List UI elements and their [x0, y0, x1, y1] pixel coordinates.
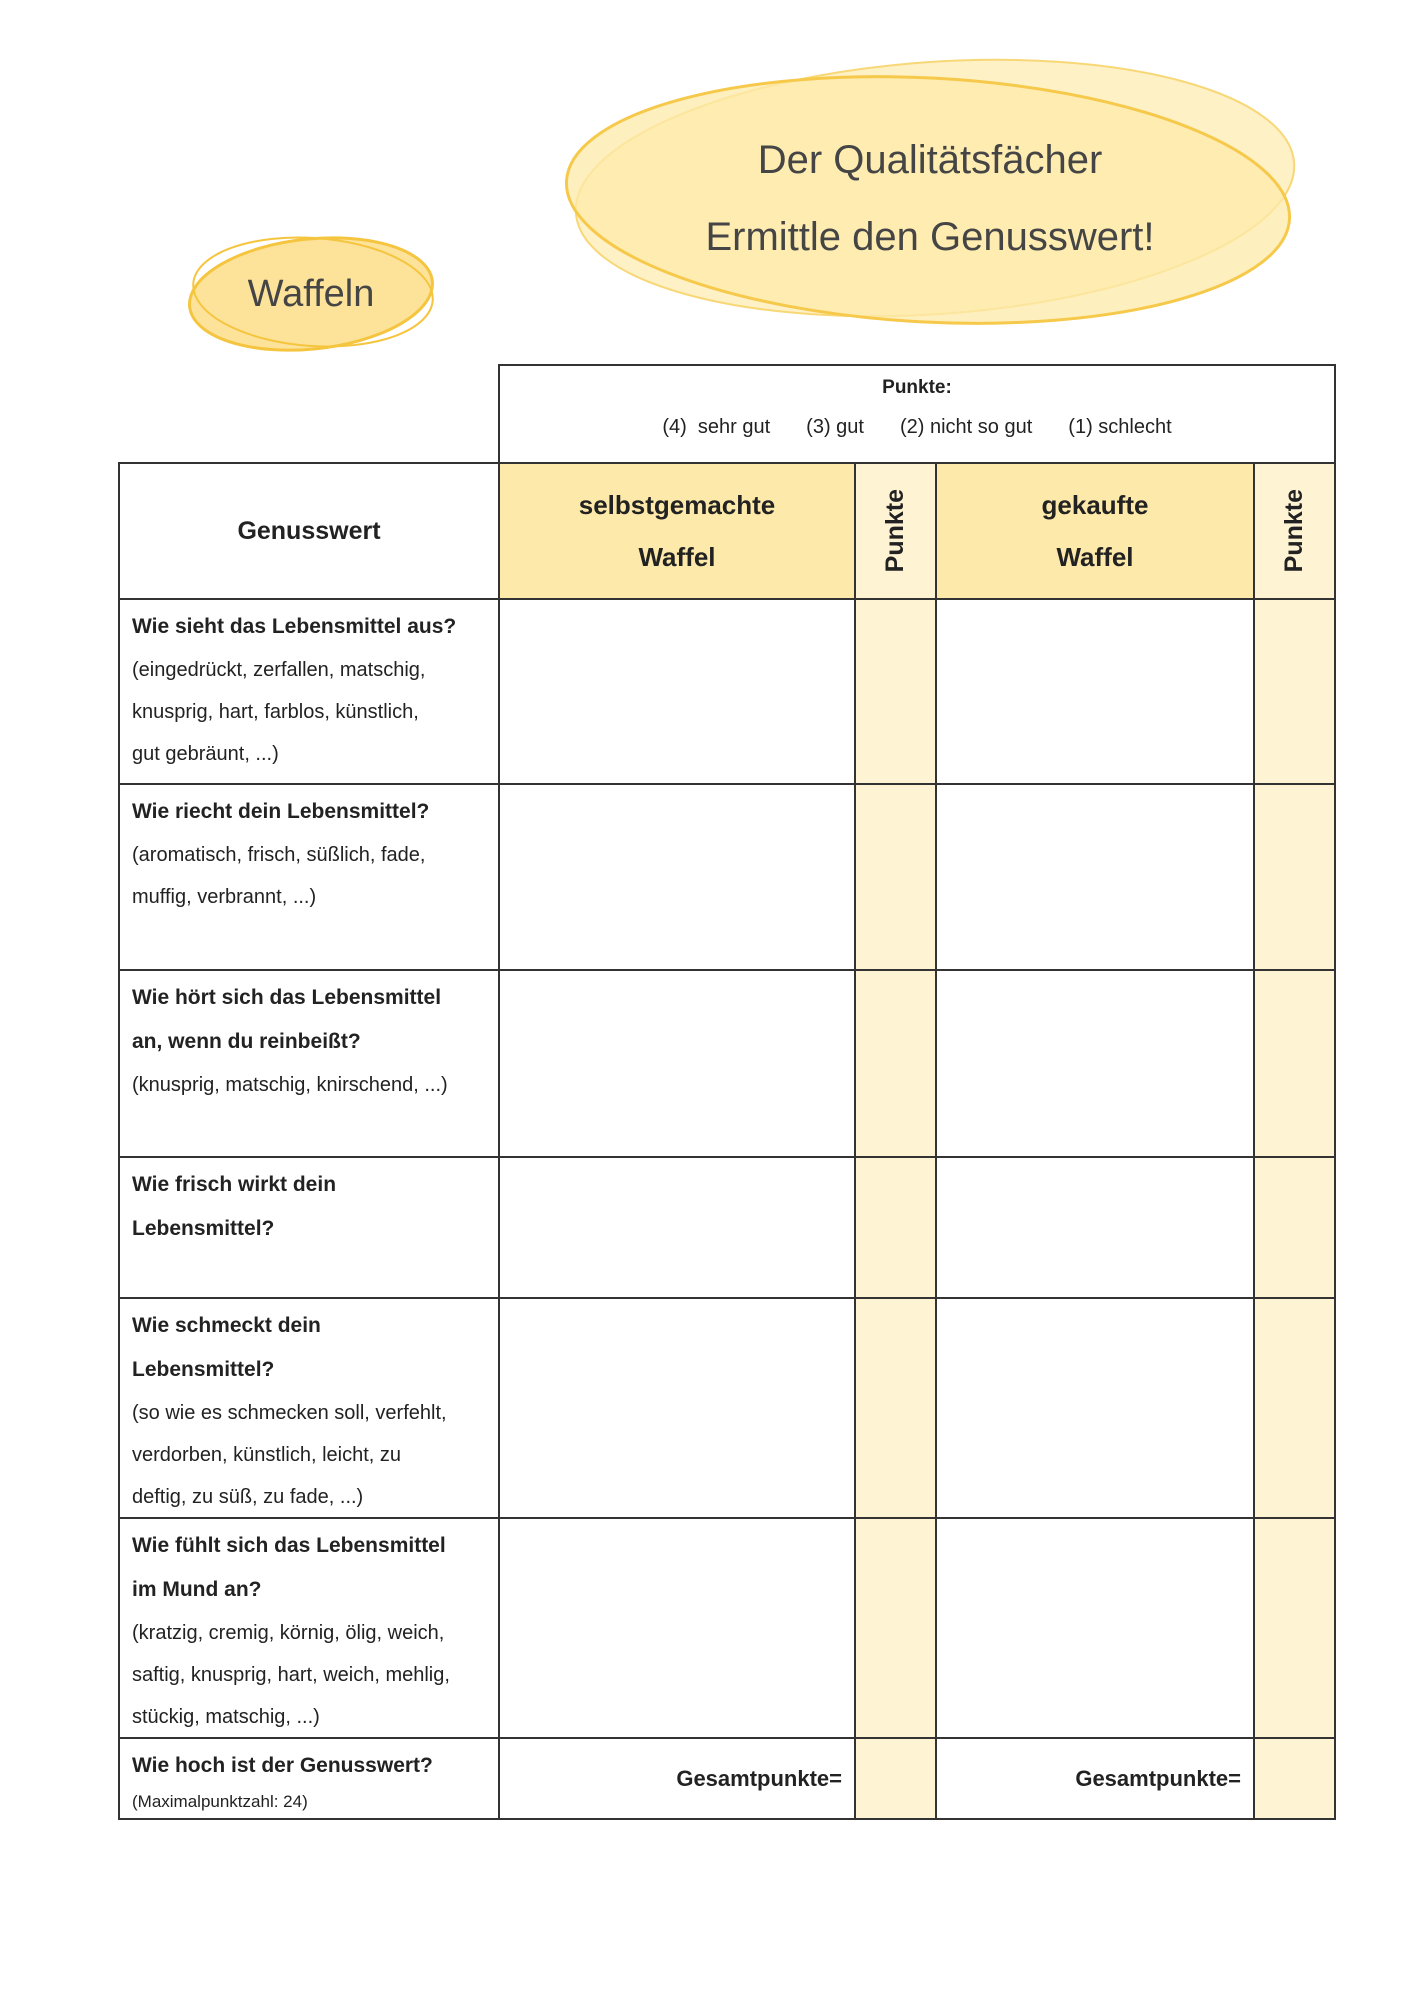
legend-item-4: (4) sehr gut: [662, 416, 771, 438]
rating-cell-homemade: [500, 785, 856, 971]
total-points-cell-bought: [1255, 1739, 1336, 1820]
question-line: Wie fühlt sich das Lebensmittel: [132, 1534, 446, 1557]
points-cell-homemade: [856, 1299, 937, 1519]
question-line: Wie hoch ist der Genusswert?: [132, 1754, 433, 1777]
rating-cell-bought: [937, 971, 1255, 1158]
header-criteria-label: Genusswert: [237, 516, 381, 545]
criterion-details: [132, 649, 490, 775]
criterion-question: [132, 976, 490, 1064]
details-line: saftig, knusprig, hart, weich, mehlig,: [132, 1664, 450, 1686]
criterion-cell-sound: [120, 971, 500, 1158]
details-line: (knusprig, matschig, knirschend, ...): [132, 1074, 448, 1096]
legend-label: Punkte:: [882, 377, 952, 398]
criterion-question: [132, 790, 490, 834]
rating-cell-homemade: [500, 971, 856, 1158]
rating-cell-bought: [937, 1519, 1255, 1739]
points-cell-homemade: [856, 785, 937, 971]
criterion-cell-smell: [120, 785, 500, 971]
header-homemade-line-1: selbstgemachte: [578, 490, 776, 520]
details-line: gut gebräunt, ...): [132, 743, 279, 765]
criterion-question: [132, 605, 490, 649]
max-points-note: (Maximalpunktzahl: 24): [132, 1792, 308, 1811]
rating-cell-bought: [937, 600, 1255, 785]
criterion-details: [132, 834, 490, 918]
worksheet-subtitle: Ermittle den Genusswert!: [705, 215, 1155, 259]
question-line: Wie hört sich das Lebensmittel: [132, 986, 442, 1009]
header-homemade-points: [856, 464, 937, 600]
criterion-cell-freshness: [120, 1158, 500, 1299]
points-cell-bought: [1255, 600, 1336, 785]
details-line: stückig, matschig, ...): [132, 1706, 320, 1728]
total-label-bought: Gesamtpunkte=: [1075, 1765, 1241, 1791]
legend-items: [500, 414, 1334, 440]
criterion-details: [132, 1612, 490, 1738]
total-cell-bought: [937, 1739, 1255, 1820]
header-homemade-line-2: Waffel: [638, 542, 716, 572]
points-cell-homemade: [856, 971, 937, 1158]
legend-item-2: (2) nicht so gut: [899, 416, 1033, 438]
question-line: Wie schmeckt dein: [132, 1314, 321, 1337]
criterion-cell-taste: [120, 1299, 500, 1519]
criterion-details: [132, 1064, 490, 1106]
topic-label: Waffeln: [247, 273, 375, 315]
total-label-homemade: Gesamtpunkte=: [676, 1765, 842, 1791]
rating-cell-homemade: [500, 1158, 856, 1299]
title-bubble-shape: [550, 50, 1310, 340]
criterion-question: [132, 1524, 490, 1612]
details-line: (aromatisch, frisch, süßlich, fade,: [132, 844, 426, 866]
criterion-cell-total: [120, 1739, 500, 1820]
header-criteria: [120, 464, 500, 600]
rating-cell-bought: [937, 1299, 1255, 1519]
header-bought: [937, 464, 1255, 600]
question-line: Wie sieht das Lebensmittel aus?: [132, 615, 457, 638]
criterion-question: [132, 1163, 490, 1251]
rating-cell-homemade: [500, 1519, 856, 1739]
rating-cell-homemade: [500, 600, 856, 785]
header-bought-line-1: gekaufte: [1041, 490, 1149, 520]
points-cell-homemade: [856, 600, 937, 785]
points-cell-bought: [1255, 1158, 1336, 1299]
evaluation-table: [118, 462, 1336, 1820]
header-homemade-points-label: Punkte: [881, 489, 909, 573]
question-line: im Mund an?: [132, 1578, 262, 1601]
header-bought-line-2: Waffel: [1056, 542, 1134, 572]
header-bought-points: [1255, 464, 1336, 600]
criterion-cell-appearance: [120, 600, 500, 785]
details-line: (kratzig, cremig, körnig, ölig, weich,: [132, 1622, 445, 1644]
details-line: knusprig, hart, farblos, künstlich,: [132, 701, 419, 723]
rating-cell-bought: [937, 1158, 1255, 1299]
rating-cell-homemade: [500, 1299, 856, 1519]
worksheet-title: Der Qualitätsfächer: [757, 138, 1103, 182]
question-line: an, wenn du reinbeißt?: [132, 1030, 361, 1053]
points-cell-homemade: [856, 1158, 937, 1299]
details-line: (so wie es schmecken soll, verfehlt,: [132, 1402, 447, 1424]
header-homemade: [500, 464, 856, 600]
header-bought-points-label: Punkte: [1280, 489, 1308, 573]
total-question: [132, 1744, 490, 1788]
legend-item-1: (1) schlecht: [1068, 416, 1172, 438]
details-line: (eingedrückt, zerfallen, matschig,: [132, 659, 426, 681]
question-line: Wie frisch wirkt dein: [132, 1173, 337, 1196]
criterion-details: [132, 1392, 490, 1518]
question-line: Lebensmittel?: [132, 1358, 275, 1381]
rating-cell-bought: [937, 785, 1255, 971]
criterion-question: [132, 1304, 490, 1392]
points-cell-bought: [1255, 1299, 1336, 1519]
points-legend: [498, 364, 1336, 462]
total-cell-homemade: [500, 1739, 856, 1820]
legend-item-3: (3) gut: [806, 416, 864, 438]
title-bubble: [550, 50, 1310, 340]
question-line: Lebensmittel?: [132, 1217, 275, 1240]
points-cell-bought: [1255, 1519, 1336, 1739]
details-line: verdorben, künstlich, leicht, zu: [132, 1444, 402, 1466]
points-cell-bought: [1255, 785, 1336, 971]
topic-bubble: [178, 226, 448, 361]
details-line: muffig, verbrannt, ...): [132, 886, 317, 908]
points-cell-bought: [1255, 971, 1336, 1158]
total-points-cell-homemade: [856, 1739, 937, 1820]
details-line: deftig, zu süß, zu fade, ...): [132, 1486, 364, 1508]
question-line: Wie riecht dein Lebensmittel?: [132, 800, 430, 823]
points-cell-homemade: [856, 1519, 937, 1739]
criterion-cell-mouthfeel: [120, 1519, 500, 1739]
